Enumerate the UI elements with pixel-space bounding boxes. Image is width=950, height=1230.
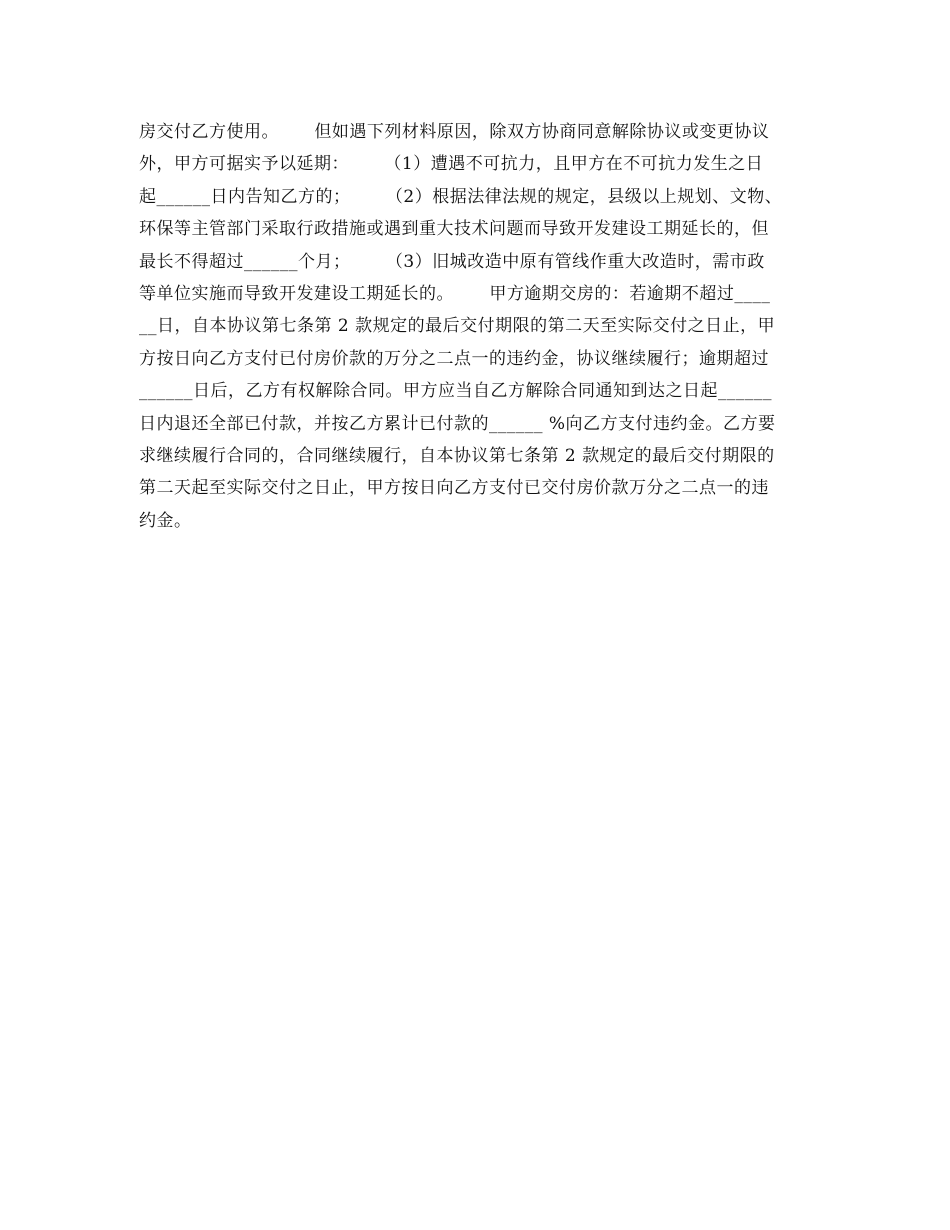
paragraph-line: ______日后，乙方有权解除合同。甲方应当自乙方解除合同通知到达之日起______ [139, 381, 772, 402]
paragraph-line: 起______日内告知乙方的； （2）根据法律法规的规定，县级以上规划、文物、 [139, 186, 783, 207]
paragraph-line: 最长不得超过______个月； （3）旧城改造中原有管线作重大改造时，需市政 [139, 251, 765, 272]
paragraph-line: 第二天起至实际交付之日止，甲方按日向乙方支付已交付房价款万分之二点一的违 [139, 478, 769, 499]
paragraph-line: 房交付乙方使用。 但如遇下列材料原因，除双方协商同意解除协议或变更协议 [139, 122, 770, 142]
paragraph-line: 求继续履行合同的，合同继续履行，自本协议第七条第 2 款规定的最后交付期限的 [139, 445, 775, 466]
paragraph-line: 约金。 [139, 510, 192, 531]
paragraph-line: 环保等主管部门采取行政措施或遇到重大技术问题而导致开发建设工期延长的，但 [139, 219, 769, 240]
paragraph-line: 日内退还全部已付款，并按乙方累计已付款的______ %向乙方支付违约金。乙方要 [139, 413, 776, 434]
paragraph-line: 等单位实施而导致开发建设工期延长的。 甲方逾期交房的：若逾期不超过____ [139, 283, 771, 304]
paragraph-line: 方按日向乙方支付已付房价款的万分之二点一的违约金，协议继续履行；逾期超过 [139, 348, 769, 369]
paragraph-line: __日，自本协议第七条第 2 款规定的最后交付期限的第二天至实际交付之日止，甲 [139, 316, 776, 337]
paragraph-line: 外，甲方可据实予以延期： （1）遭遇不可抗力，且甲方在不可抗力发生之日 [139, 154, 764, 175]
contract-paragraph [139, 116, 839, 537]
